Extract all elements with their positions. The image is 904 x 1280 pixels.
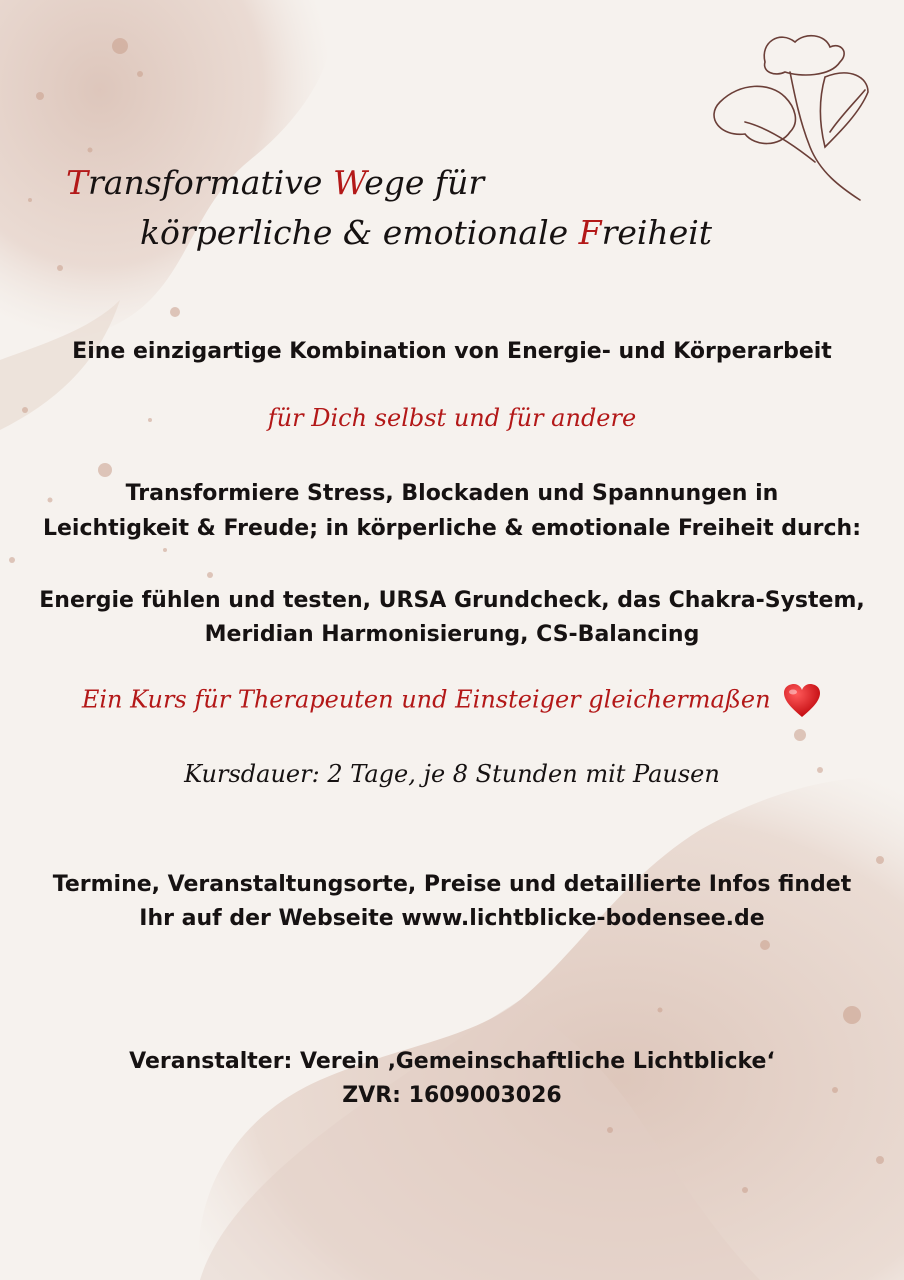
title-text-segment: körperliche & emotionale — [140, 213, 579, 252]
organizer-line-1: Veranstalter: Verein ‚Gemeinschaftliche Lichtblicke‘ — [129, 1049, 775, 1074]
title-line-1 — [66, 163, 484, 202]
title-accent-letter: T — [66, 163, 89, 202]
title-accent-letter: F — [578, 213, 602, 252]
title-accent-letter: W — [332, 163, 365, 202]
title-line-2 — [140, 213, 712, 252]
info-line-2: Ihr auf der Webseite www.lichtblicke-bodensee.de — [139, 906, 765, 931]
methods-line-1: Energie fühlen und testen, URSA Grundcheck, das Chakra-System, — [39, 588, 865, 613]
transform-line-2: Leichtigkeit & Freude; in körperliche & emotionale Freiheit durch: — [42, 516, 862, 541]
duration-text: Kursdauer: 2 Tage, je 8 Stunden mit Pausen — [184, 760, 720, 788]
title-text-segment: ege für — [364, 163, 485, 202]
title-text-segment: ransformative — [88, 163, 333, 202]
info-line-1: Termine, Veranstaltungsorte, Preise und detaillierte Infos findet — [52, 872, 852, 897]
heart-icon — [782, 683, 822, 719]
title-text-segment: reiheit — [601, 213, 713, 252]
course-text: Ein Kurs für Therapeuten und Einsteiger gleichermaßen — [81, 685, 771, 714]
zvr-number: ZVR: 1609003026 — [342, 1083, 562, 1108]
course-line — [0, 683, 904, 719]
tagline-text: für Dich selbst und für andere — [267, 404, 637, 432]
methods-line-2: Meridian Harmonisierung, CS-Balancing — [204, 622, 700, 647]
intro-text: Eine einzigartige Kombination von Energie- und Körperarbeit — [72, 339, 832, 364]
transform-line-1: Transformiere Stress, Blockaden und Spannungen in — [125, 481, 779, 506]
